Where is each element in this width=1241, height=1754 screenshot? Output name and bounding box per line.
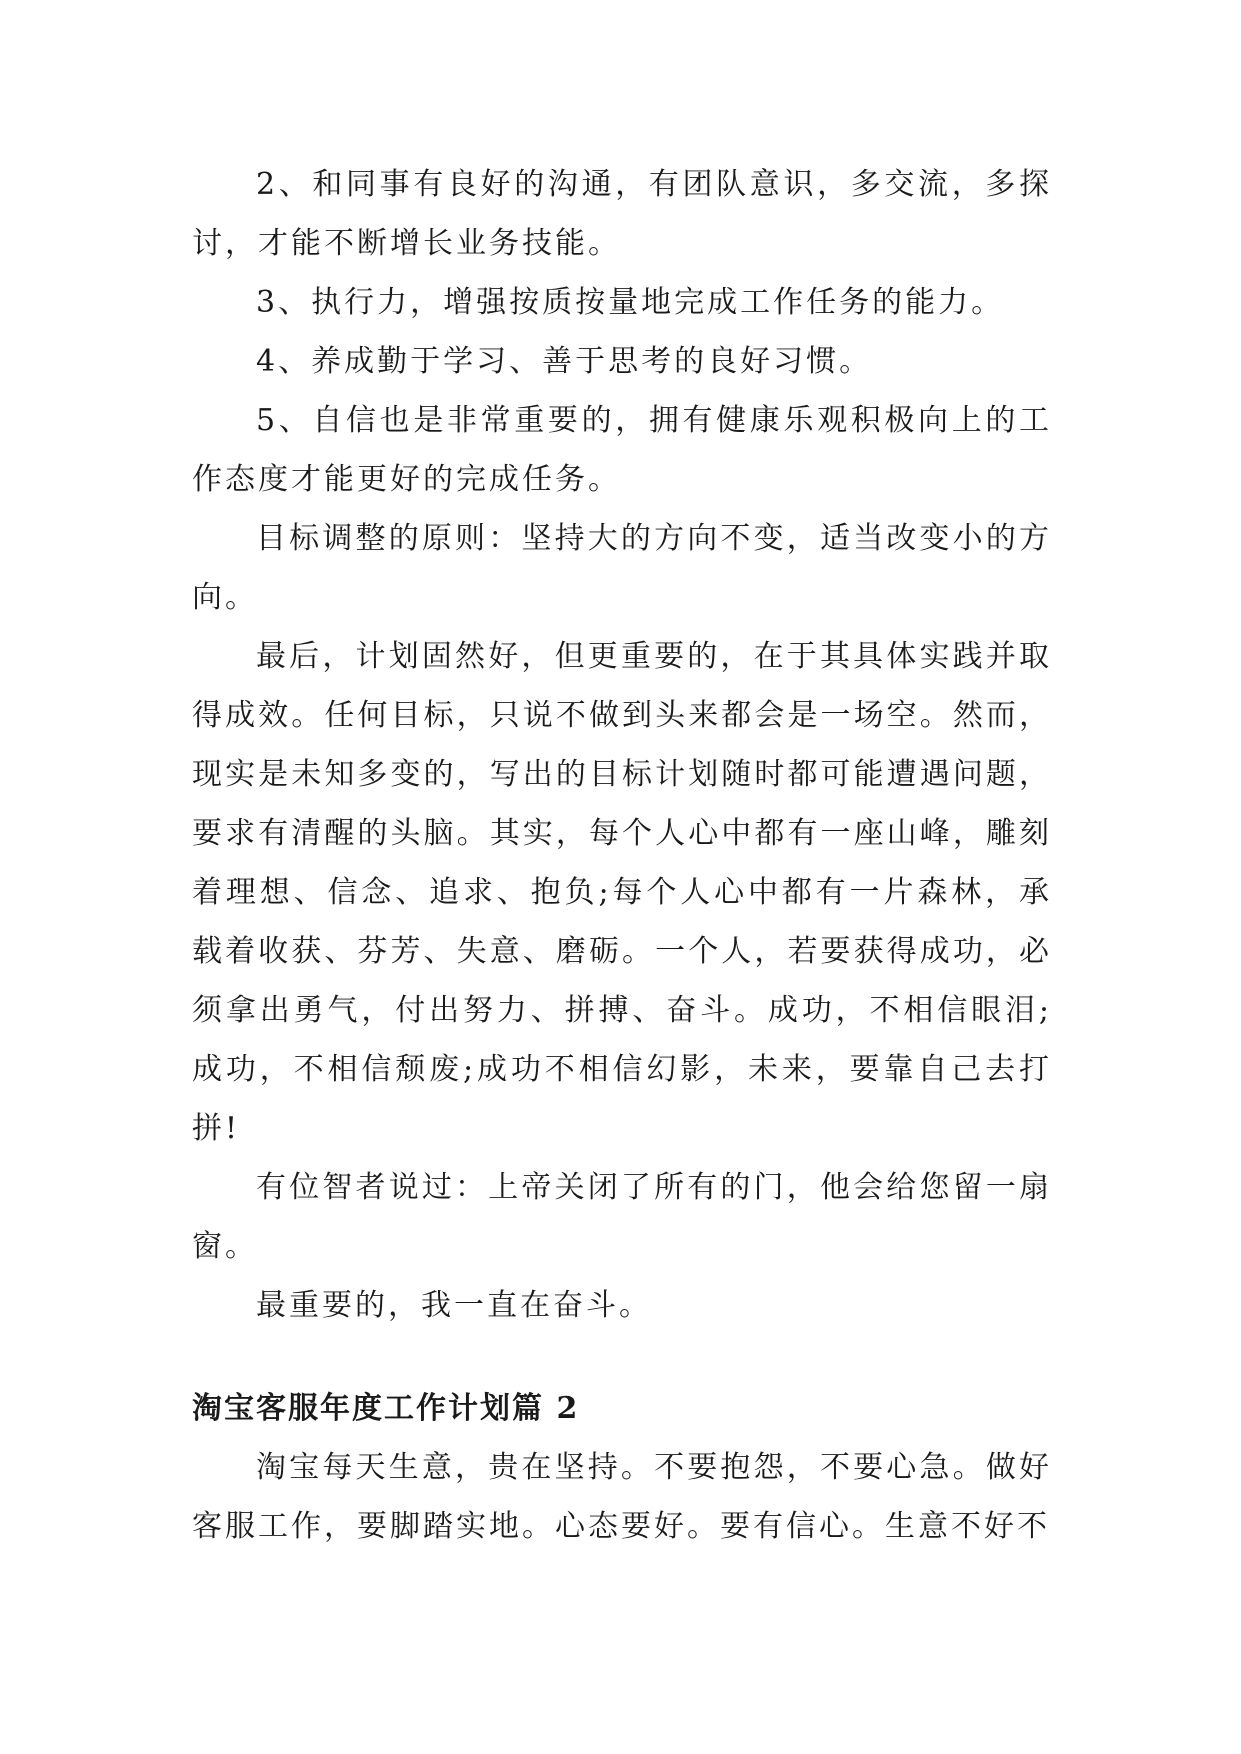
paragraph-conclusion: 最后，计划固然好，但更重要的，在于其具体实践并取得成效。任何目标，只说不做到头来都会是一场空。然而，现实是未知多变的，写出的目标计划随时都可能遭遇问题，要求有清醒的头脑。其实，每个人心中都有一座山峰，雕刻着理想、信念、追求、抱负;每个人心中都有一片森林，承载着收获、芬芳、失意、磨砺。一个人，若要获得成功，必须拿出勇气，付出努力、拼搏、奋斗。成功，不相信眼泪;成功，不相信颓废;成功不相信幻影，未来，要靠自己去打拼! (192, 639, 1052, 1146)
paragraph-item-4: 4、养成勤于学习、善于思考的良好习惯。 (256, 344, 873, 379)
paragraph-quote: 有位智者说过：上帝关闭了所有的门，他会给您留一扇窗。 (192, 1170, 1052, 1264)
paragraph-item-2: 2、和同事有良好的沟通，有团队意识，多交流，多探讨，才能不断增长业务技能。 (192, 167, 1052, 261)
paragraph-section-intro: 淘宝每天生意，贵在坚持。不要抱怨，不要心急。做好客服工作，要脚踏实地。心态要好。要有信心。生意不好不 (192, 1450, 1052, 1544)
section-heading: 淘宝客服年度工作计划篇 2 (192, 1391, 580, 1426)
paragraph-adjust-principle: 目标调整的原则：坚持大的方向不变，适当改变小的方向。 (192, 521, 1052, 615)
paragraph-closing: 最重要的，我一直在奋斗。 (256, 1288, 652, 1323)
paragraph-item-3: 3、执行力，增强按质按量地完成工作任务的能力。 (256, 285, 1005, 320)
document-page (192, 155, 1052, 1556)
paragraph-item-5: 5、自信也是非常重要的，拥有健康乐观积极向上的工作态度才能更好的完成任务。 (192, 403, 1052, 497)
